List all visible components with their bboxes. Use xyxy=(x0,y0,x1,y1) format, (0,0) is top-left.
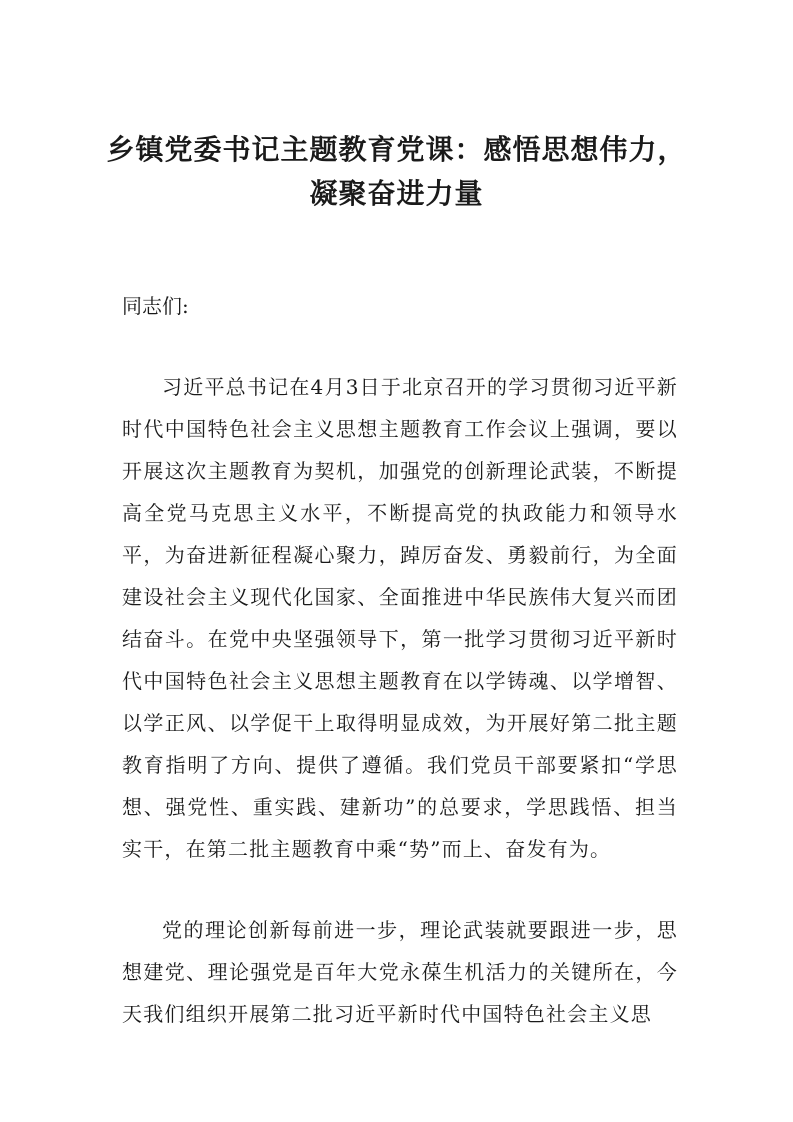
document-title-line-2: 凝聚奋进力量 xyxy=(309,177,484,210)
document-title-line-1: 乡镇党委书记主题教育党课：感悟思想伟力， xyxy=(106,133,687,166)
salutation: 同志们: xyxy=(122,294,189,318)
body-paragraph-2: 党的理论创新每前进一步，理论武装就要跟进一步，思想建党、理论强党是百年大党永葆生机活力的关键所在，今天我们组织开展第二批习近平新时代中国特色社会主义思 xyxy=(122,918,678,1026)
body-paragraph-1: 习近平总书记在4月3日于北京召开的学习贯彻习近平新时代中国特色社会主义思想主题教育工作会议上强调，要以开展这次主题教育为契机，加强党的创新理论武装，不断提高全党马克思主义水平，不断提高党的执政能力和领导水平，为奋进新征程凝心聚力，踔厉奋发、勇毅前行，为全面建设社会主义现代化国家、全面推进中华民族伟大复兴而团结奋斗。在党中央坚强领导下，第一批学习贯彻习近平新时代中国特色社会主义思想主题教育在以学铸魂、以学增智、以学正风、以学促干上取得明显成效，为开展好第二批主题教育指明了方向、提供了遵循。我们党员干部要紧扣“学思想、强党性、重实践、建新功”的总要求，学思践悟、担当实干，在第二批主题教育中乘“势”而上、奋发有为。 xyxy=(122,375,678,861)
